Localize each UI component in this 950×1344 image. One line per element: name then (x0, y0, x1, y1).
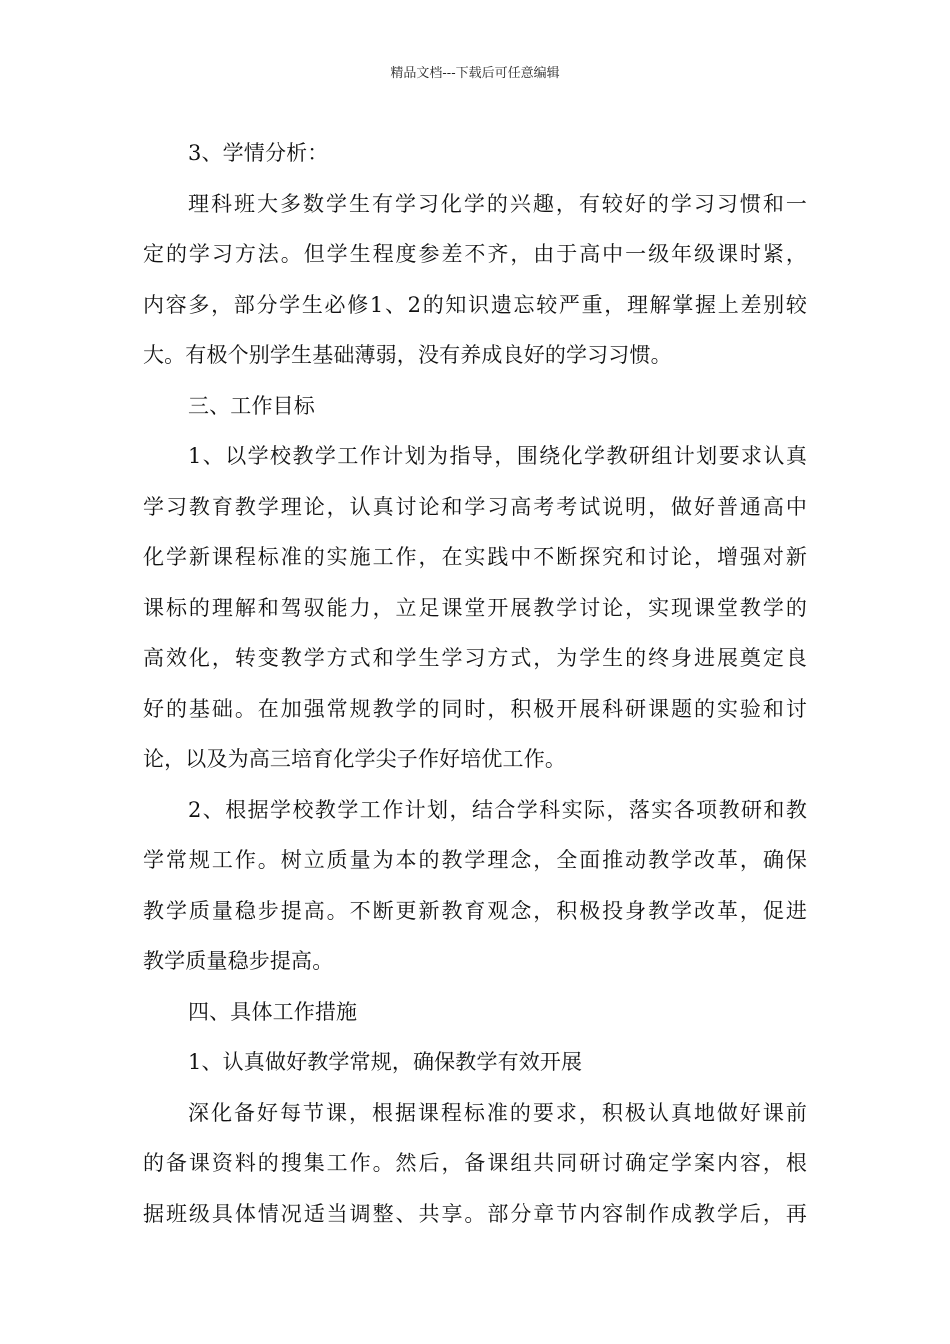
text-line: 教学质量稳步提高。不断更新教育观念，积极投身教学改革，促进 (143, 898, 807, 923)
text-line: 3、学情分析： (188, 141, 329, 165)
text-line: 1、认真做好教学常规，确保教学有效开展 (188, 1050, 583, 1074)
text-line: 深化备好每节课，根据课程标准的要求，积极认真地做好课前 (188, 1100, 807, 1125)
text-line: 理科班大多数学生有学习化学的兴趣，有较好的学习习惯和一 (188, 191, 807, 216)
page-header: 精品文档---下载后可任意编辑 (390, 66, 560, 81)
text-line: 教学质量稳步提高。 (143, 949, 334, 973)
document-body (143, 128, 807, 1239)
section-heading-work-goals (143, 381, 807, 432)
text-line: 的备课资料的搜集工作。然后，备课组共同研讨确定学案内容，根 (143, 1151, 807, 1175)
paragraph-goal-2 (143, 785, 807, 987)
subheading-measure-1 (143, 1037, 807, 1088)
text-line: 定的学习方法。但学生程度参差不齐，由于高中一级年级课时紧， (143, 242, 807, 266)
paragraph-goal-1 (143, 431, 807, 785)
paragraph-student-analysis-heading (143, 128, 807, 179)
text-line: 论，以及为高三培育化学尖子作好培优工作。 (143, 747, 566, 771)
text-line: 高效化，转变教学方式和学生学习方式，为学生的终身进展奠定良 (143, 646, 807, 670)
text-line: 化学新课程标准的实施工作，在实践中不断探究和讨论，增强对新 (143, 545, 807, 569)
paragraph-student-analysis (143, 179, 807, 381)
text-line: 学习教育教学理论，认真讨论和学习高考考试说明，做好普通高中 (143, 494, 807, 519)
text-line: 1、以学校教学工作计划为指导，围绕化学教研组计划要求认真 (188, 444, 807, 468)
text-line: 内容多，部分学生必修1、2的知识遗忘较严重，理解掌握上差别较 (143, 292, 807, 317)
text-line: 据班级具体情况适当调整、共享。部分章节内容制作成教学后，再 (143, 1201, 807, 1226)
section-heading-measures (143, 987, 807, 1038)
text-line: 学常规工作。树立质量为本的教学理念，全面推动教学改革，确保 (143, 848, 807, 872)
text-line: 四、具体工作措施 (188, 999, 358, 1024)
text-line: 大。有极个别学生基础薄弱，没有养成良好的学习习惯。 (143, 343, 672, 367)
paragraph-lesson-preparation (143, 1088, 807, 1240)
text-line: 好的基础。在加强常规教学的同时，积极开展科研课题的实验和讨 (143, 696, 807, 721)
text-line: 课标的理解和驾驭能力，立足课堂开展教学讨论，实现课堂教学的 (143, 595, 807, 620)
text-line: 2、根据学校教学工作计划，结合学科实际，落实各项教研和教 (188, 797, 807, 822)
text-line: 三、工作目标 (188, 393, 315, 418)
